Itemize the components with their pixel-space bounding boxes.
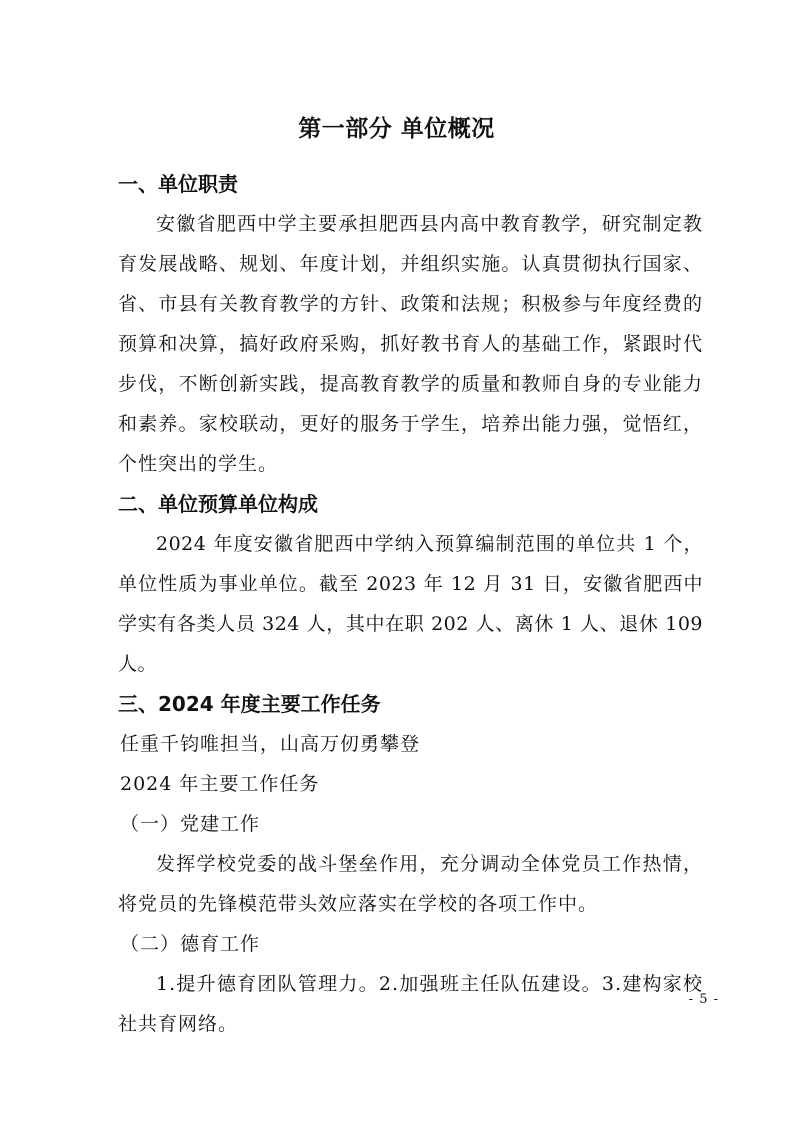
subsection-1-label: （一）党建工作 xyxy=(120,813,261,835)
subsection-2-label: （二）德育工作 xyxy=(120,933,261,955)
document-body xyxy=(118,164,703,1044)
subsection-2-paragraph: 1.提升德育团队管理力。2.加强班主任队伍建设。3.建构家校社共育网络。 xyxy=(118,973,703,1035)
section-1-paragraph: 安徽省肥西中学主要承担肥西县内高中教育教学，研究制定教育发展战略、规划、年度计划，并组织实施。认真贯彻执行国家、省、市县有关教育教学的方针、政策和法规；积极参与年度经费的预算和决算，搞好政府采购，抓好教书育人的基础工作，紧跟时代步伐，不断创新实践，提高教育教学的质量和教师自身的专业能力和素养。家校联动，更好的服务于学生，培养出能力强，觉悟红，个性突出的学生。 xyxy=(118,213,703,475)
section-3-heading: 三、2024 年度主要工作任务 xyxy=(118,692,381,716)
section-2-paragraph: 2024 年度安徽省肥西中学纳入预算编制范围的单位共 1 个，单位性质为事业单位。截至 2023 年 12 月 31 日，安徽省肥西中学实有各类人员 324 人，其中在职 202 人、离休 1 人、退休 109 人。 xyxy=(118,533,703,675)
section-2-heading: 二、单位预算单位构成 xyxy=(118,492,318,516)
page-title: 第一部分 单位概况 xyxy=(298,116,495,142)
section-3-motto: 任重千钧唯担当，山高万仞勇攀登 xyxy=(120,733,421,755)
section-3-tasks-label: 2024 年主要工作任务 xyxy=(120,773,320,795)
page-number: - 5 - xyxy=(688,992,719,1007)
section-1-heading: 一、单位职责 xyxy=(118,172,238,196)
subsection-1-paragraph: 发挥学校党委的战斗堡垒作用，充分调动全体党员工作热情，将党员的先锋模范带头效应落实在学校的各项工作中。 xyxy=(118,853,703,915)
